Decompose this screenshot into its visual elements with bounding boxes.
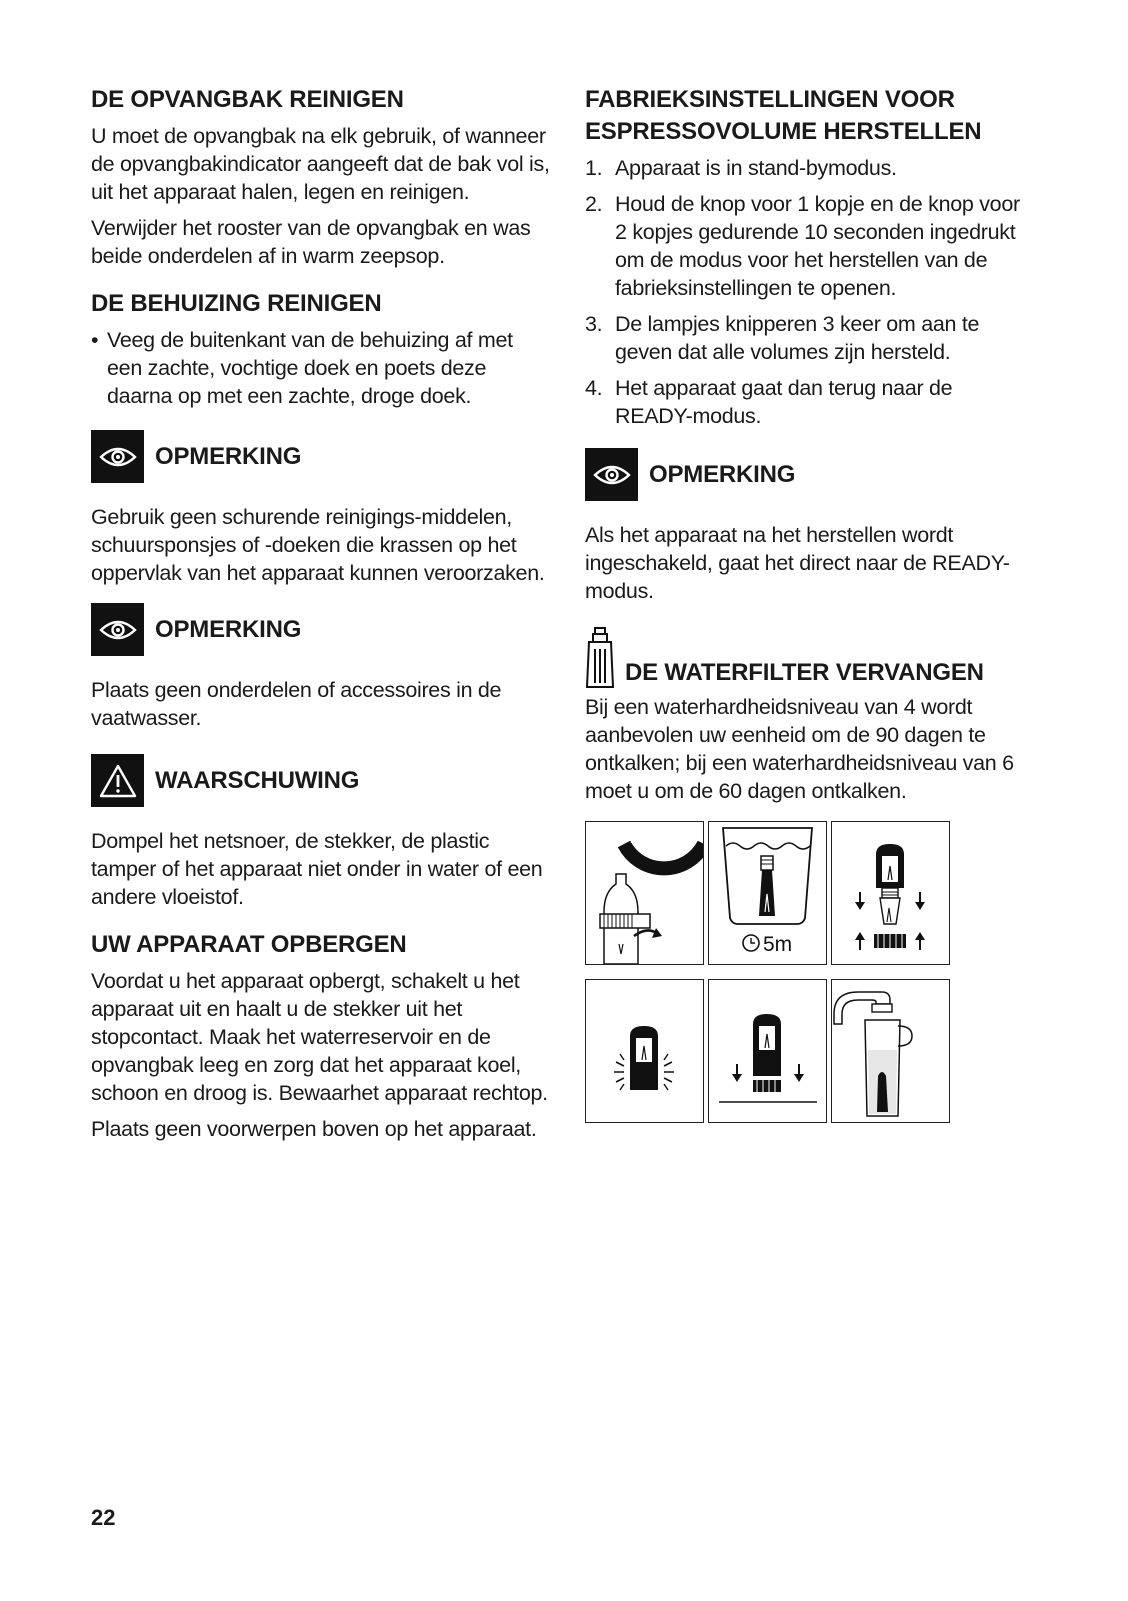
warning-header bbox=[91, 754, 551, 807]
bullet-item bbox=[91, 326, 551, 410]
heading-store-appliance: UW APPARAAT OPBERGEN bbox=[91, 931, 407, 958]
left-column bbox=[91, 84, 551, 1151]
note-text: Gebruik geen schurende reinigings-middelen, schuursponsjes of -doeken die krassen op het oppervlak van het apparaat kunnen veroorzaken. bbox=[91, 505, 545, 585]
list-item: 3. De lampjes knipperen 3 keer om aan te geven dat alle volumes zijn hersteld. bbox=[585, 312, 980, 364]
note-header bbox=[91, 430, 551, 483]
paragraph: Verwijder het rooster van de opvangbak en was beide onderdelen af in warm zeepsop. bbox=[91, 216, 531, 268]
note-title: OPMERKING bbox=[155, 442, 302, 470]
illustration-filter-indicator bbox=[585, 979, 704, 1123]
paragraph: Plaats geen voorwerpen boven op het apparaat. bbox=[91, 1117, 537, 1141]
list-item: 2. Houd de knop voor 1 kopje en de knop voor 2 kopjes gedurende 10 seconden ingedrukt om de modus voor het herstellen van de fabrieksinstellingen te openen. bbox=[585, 192, 1020, 300]
note-header bbox=[91, 603, 551, 656]
warning-icon bbox=[91, 754, 144, 807]
list-item: 1. Apparaat is in stand-bymodus. bbox=[585, 156, 897, 180]
note-title: OPMERKING bbox=[155, 615, 302, 643]
soak-time-label: 5m bbox=[763, 933, 793, 956]
note-text: Plaats geen onderdelen of accessoires in de vaatwasser. bbox=[91, 678, 502, 730]
filter-header bbox=[585, 627, 1035, 689]
eye-icon bbox=[585, 448, 638, 501]
note-header bbox=[585, 448, 1035, 501]
illustration-rinse-filter bbox=[831, 979, 950, 1123]
illustration-set-dial bbox=[585, 821, 704, 965]
dial-label: 1 bbox=[662, 851, 668, 861]
eye-icon bbox=[91, 603, 144, 656]
note-text: Als het apparaat na het herstellen wordt ingeschakeld, gaat het direct naar de READY-modus. bbox=[585, 523, 1010, 603]
filter-illustration-grid bbox=[585, 821, 1035, 1123]
bullet-dot: • bbox=[91, 328, 99, 352]
paragraph: Bij een waterhardheidsniveau van 4 wordt aanbevolen uw eenheid om de 90 dagen te ontkalken; bij een waterhardheidsniveau van 6 moet u om de 60 dagen ontkalken. bbox=[585, 695, 1014, 803]
heading-clean-drip-tray: DE OPVANGBAK REINIGEN bbox=[91, 86, 404, 113]
right-column bbox=[585, 84, 1035, 1123]
illustration-push-filter bbox=[708, 979, 827, 1123]
dial-label: OUT bbox=[681, 825, 699, 845]
dial-label: 1 bbox=[642, 844, 648, 854]
warning-text: Dompel het netsnoer, de stekker, de plastic tamper of het apparaat niet onder in water of een andere vloeistof. bbox=[91, 829, 543, 909]
dial-label: 2 bbox=[674, 850, 680, 860]
eye-icon bbox=[91, 430, 144, 483]
heading-clean-housing: DE BEHUIZING REINIGEN bbox=[91, 290, 382, 317]
heading-replace-filter: DE WATERFILTER VERVANGEN bbox=[625, 659, 984, 686]
dial-label: IN bbox=[628, 837, 641, 850]
paragraph: U moet de opvangbak na elk gebruik, of wanneer de opvangbakindicator aangeeft dat de bak vol is, uit het apparaat halen, legen en reinigen. bbox=[91, 124, 550, 204]
water-filter-icon bbox=[585, 627, 615, 689]
warning-title: WAARSCHUWING bbox=[155, 766, 360, 794]
dial-label: 2 bbox=[650, 849, 656, 859]
note-title: OPMERKING bbox=[649, 460, 796, 488]
paragraph: Voordat u het apparaat opbergt, schakelt u het apparaat uit en haalt u de stekker uit het stopcontact. Maak het waterreservoir en de opvangbak leeg en zorg dat het apparaat koel, schoon en droog is. Bewaarhet apparaat rechtop. bbox=[91, 969, 548, 1105]
illustration-soak-filter bbox=[708, 821, 827, 965]
heading-factory-reset: FABRIEKSINSTELLINGEN VOOR ESPRESSOVOLUME HERSTELLEN bbox=[585, 86, 982, 145]
illustration-insert-filter bbox=[831, 821, 950, 965]
steps-list bbox=[585, 154, 1035, 430]
page-number: 22 bbox=[91, 1505, 116, 1530]
list-item: 4. Het apparaat gaat dan terug naar de READY-modus. bbox=[585, 376, 953, 428]
bullet-text: Veeg de buitenkant van de behuizing af met een zachte, vochtige doek en poets deze daarna op met een zachte, droge doek. bbox=[107, 328, 513, 408]
